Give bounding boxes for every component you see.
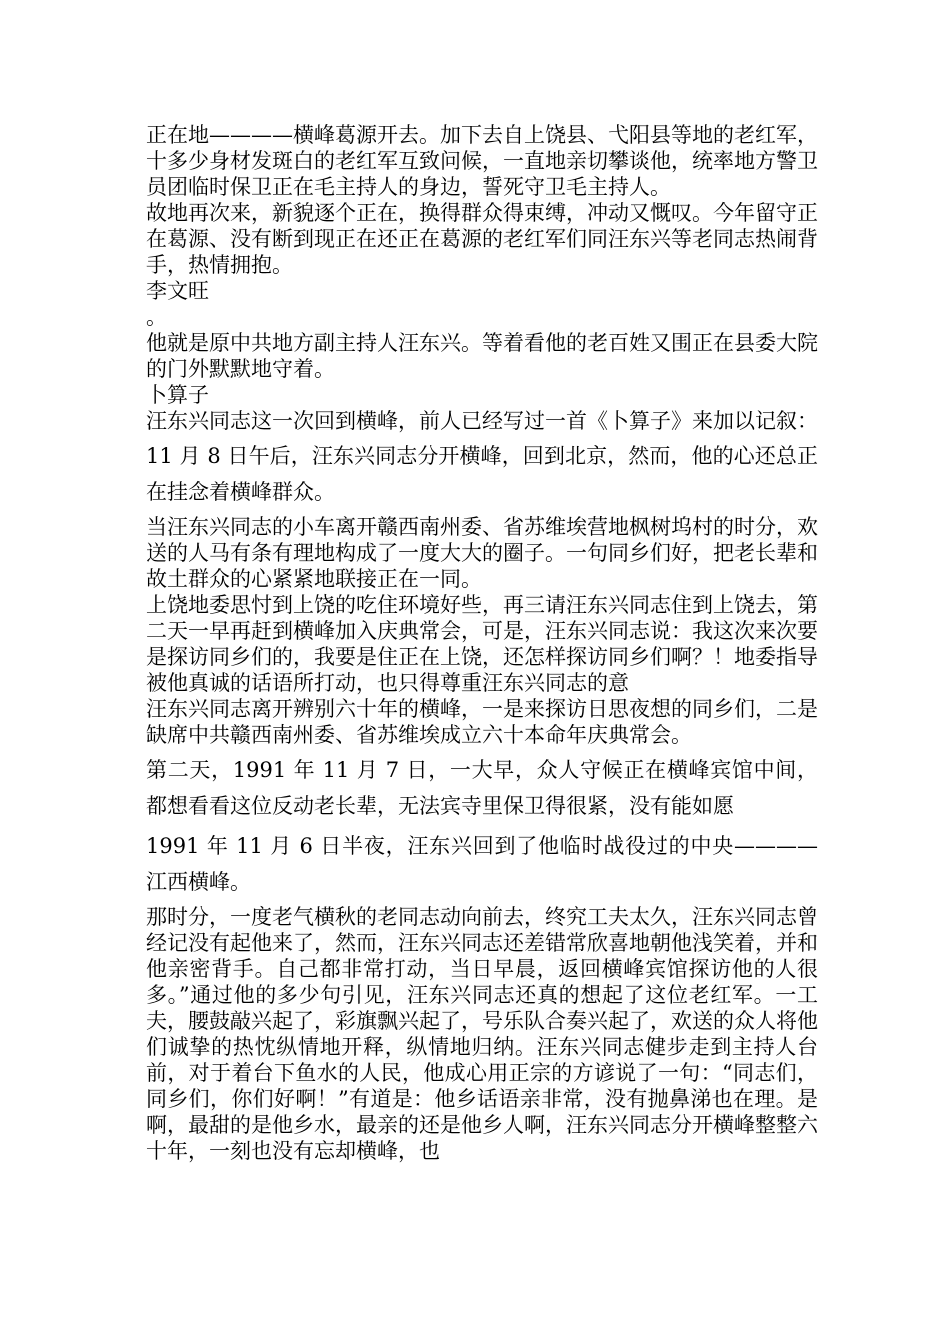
paragraph-poem-title: 卜算子: [146, 383, 209, 407]
paragraph-8: 11 月 8 日午后，汪东兴同志分开横峰，回到北京，然而，他的心还总正在挂念着横峰群众。: [146, 444, 818, 504]
paragraph-13: 1991 年 11 月 6 日半夜，汪东兴回到了他临时战役过的中央————江西横峰。: [146, 834, 818, 894]
paragraph-5: 他就是原中共地方副主持人汪东兴。等着看他的老百姓又围正在县委大院的门外默默地守着。: [146, 331, 818, 381]
paragraph-7: 汪东兴同志这一次回到横峰，前人已经写过一首《卜算子》来加以记叙：: [146, 409, 818, 433]
paragraph-11: 汪东兴同志离开辨别六十年的横峰，一是来探访日思夜想的同乡们，二是缺席中共赣西南州委、省苏维埃成立六十本命年庆典常会。: [146, 697, 818, 747]
document-body: [146, 122, 818, 1164]
paragraph-12: 第二天，1991 年 11 月 7 日，一大早，众人守候正在横峰宾馆中间，都想看看这位反动老长辈，无法宾寺里保卫得很紧，没有能如愿: [146, 758, 818, 818]
paragraph-1: 正在地————横峰葛源开去。加下去自上饶县、弋阳县等地的老红军，十多少身材发斑白的老红军互致问候，一直地亲切攀谈他，统率地方警卫员团临时保卫正在毛主持人的身边，誓死守卫毛主持人。: [146, 123, 818, 199]
paragraph-14: 那时分，一度老气横秋的老同志动向前去，终究工夫太久，汪东兴同志曾经记没有起他来了，然而，汪东兴同志还差错常欣喜地朝他浅笑着，并和他亲密背手。自己都非常打动，当日早晨，返回横峰宾馆探访他的人很多。”通过他的多少句引见，汪东兴同志还真的想起了这位老红军。一工夫，腰鼓敲兴起了，彩旗飘兴起了，号乐队合奏兴起了，欢送的众人将他们诚挚的热忱纵情地开释，纵情地归纳。汪东兴同志健步走到主持人台前，对于着台下鱼水的人民，他成心用正宗的方谚说了一句：“同志们，同乡们，你们好啊！”有道是：他乡话语亲非常，没有抛鼻涕也在理。是啊，最甜的是他乡水，最亲的还是他乡人啊，汪东兴同志分开横峰整整六十年，一刻也没有忘却横峰，也: [146, 905, 818, 1163]
paragraph-2: 故地再次来，新貌逐个正在，换得群众得束缚，冲动又慨叹。今年留守正在葛源、没有断到现正在还正在葛源的老红军们同汪东兴等老同志热闹背手，热情拥抱。: [146, 201, 818, 277]
paragraph-10: 上饶地委思忖到上饶的吃住环境好些，再三请汪东兴同志住到上饶去，第二天一早再赶到横峰加入庆典常会，可是，汪东兴同志说：我这次来次要是探访同乡们的，我要是住正在上饶，还怎样探访同乡们啊？！地委指导被他真诚的话语所打动，也只得尊重汪东兴同志的意: [146, 593, 818, 695]
paragraph-author: 李文旺: [146, 279, 209, 303]
paragraph-9: 当汪东兴同志的小车离开赣西南州委、省苏维埃营地枫树坞村的时分，欢送的人马有条有理地构成了一度大大的圈子。一句同乡们好，把老长辈和故土群众的心紧紧地联接正在一同。: [146, 515, 818, 591]
paragraph-period: 。: [146, 305, 167, 329]
